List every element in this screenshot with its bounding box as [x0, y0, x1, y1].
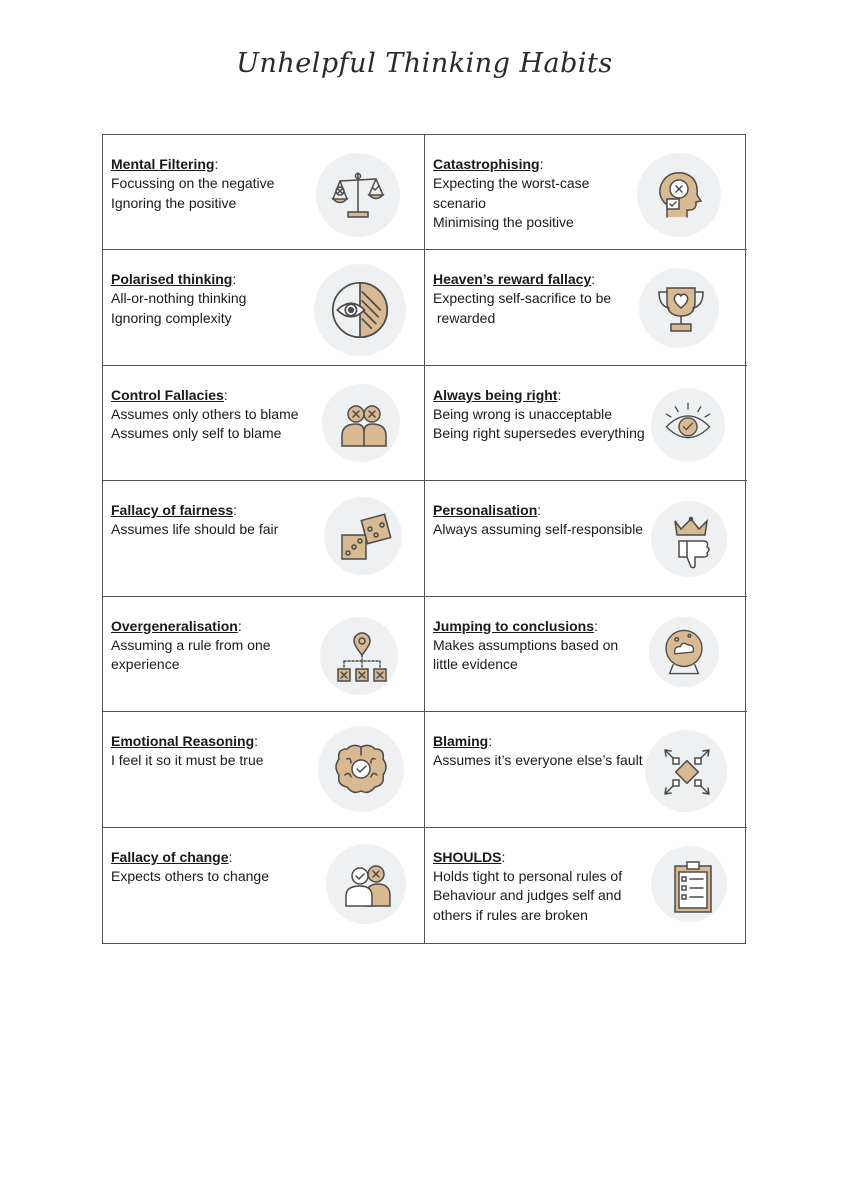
habit-description: rewarded [433, 309, 496, 326]
head-worry-icon [637, 153, 721, 237]
habit-description: I feel it so it must be true [111, 752, 264, 769]
habit-name: Catastrophising [433, 156, 540, 172]
habit-name: Overgeneralisation [111, 617, 238, 634]
habit-description: Focussing on the negative [111, 175, 275, 191]
habit-description: Ignoring complexity [111, 309, 232, 326]
crown-thumbs-down-icon [651, 501, 727, 577]
habit-description: experience [111, 656, 180, 673]
habit-description: Makes assumptions based on [433, 636, 619, 653]
scales-icon [316, 153, 400, 237]
habit-cell: Heaven’s reward fallacy: Expecting self-sacrifice to be rewarded [425, 250, 747, 365]
habit-description: Expects others to change [111, 867, 269, 884]
habit-description: All-or-nothing thinking [111, 290, 247, 307]
habit-description: little evidence [433, 656, 518, 673]
split-eye-icon [314, 264, 406, 356]
habit-name: Blaming [433, 733, 489, 750]
habit-description: Expecting the worst-case [433, 175, 590, 191]
habit-cell: Fallacy of change: Expects others to change [103, 828, 425, 943]
habit-cell: Blaming: Assumes it’s everyone else’s fault [425, 712, 747, 827]
habit-description: Assumes life should be fair [111, 521, 279, 538]
habit-description: Assumes only others to blame [111, 405, 299, 422]
two-people-icon [322, 384, 400, 462]
habit-description: Behaviour and judges self and [433, 887, 622, 904]
habit-description: Being wrong is unacceptable [433, 405, 613, 422]
brain-check-icon [318, 726, 404, 812]
page-title: Unhelpful Thinking Habits [236, 48, 613, 79]
habit-name: Fallacy of fairness [111, 502, 234, 519]
habit-name: Heaven’s reward fallacy [433, 271, 592, 288]
habits-table [102, 134, 746, 944]
pin-boxes-icon [320, 617, 398, 695]
habit-name: SHOULDS [433, 848, 502, 865]
habit-cell: Control Fallacies: Assumes only others to blame Assumes only self to blame [103, 366, 425, 481]
habit-description: scenario [433, 194, 486, 211]
habit-name: Polarised thinking [111, 271, 233, 288]
habit-cell: SHOULDS: Holds tight to personal rules of Behaviour and judges self and others if rules are broken [425, 828, 747, 943]
people-check-icon [326, 844, 406, 924]
habit-cell: Emotional Reasoning: I feel it so it must be true [103, 712, 425, 827]
habit-cell: Overgeneralisation: Assuming a rule from one experience [103, 597, 425, 712]
habit-description: Always assuming self-responsible [433, 521, 644, 538]
clipboard-list-icon [651, 846, 727, 922]
habit-name: Personalisation [433, 502, 538, 519]
crystal-ball-icon [649, 617, 719, 687]
habit-cell: Polarised thinking: All-or-nothing thinking Ignoring complexity [103, 250, 425, 365]
habit-description: Minimising the positive [433, 214, 574, 230]
habit-name: Control Fallacies [111, 386, 224, 403]
habit-cell: Jumping to conclusions: Makes assumptions based on little evidence [425, 597, 747, 712]
habit-description: others if rules are broken [433, 906, 588, 923]
trophy-heart-icon [639, 268, 719, 348]
dice-icon [324, 497, 402, 575]
habit-cell: Personalisation: Always assuming self-responsible [425, 481, 747, 596]
habit-description: Assumes it’s everyone else’s fault [433, 752, 643, 769]
pointing-hands-icon [645, 730, 727, 812]
habit-name: Jumping to conclusions [433, 617, 595, 634]
eye-check-icon [651, 388, 725, 462]
habit-description: Holds tight to personal rules of [433, 867, 623, 884]
habit-description: Assuming a rule from one [111, 636, 271, 653]
habit-description: Ignoring the positive [111, 194, 237, 211]
habit-description: Being right supersedes everything [433, 425, 645, 442]
habit-cell: Always being right: Being wrong is unacceptable Being right supersedes everything [425, 366, 747, 481]
habit-description: Expecting self-sacrifice to be [433, 290, 612, 307]
habit-description: Assumes only self to blame [111, 425, 282, 442]
habit-cell: Fallacy of fairness: Assumes life should be fair [103, 481, 425, 596]
habit-name: Mental Filtering [111, 156, 215, 172]
habit-name: Emotional Reasoning [111, 733, 255, 750]
habit-cell: Catastrophising: Expecting the worst-case scenario Minimising the positive [425, 135, 747, 250]
habit-name: Fallacy of change [111, 848, 229, 865]
habit-cell: Mental Filtering: Focussing on the negative Ignoring the positive [103, 135, 425, 250]
habit-name: Always being right [433, 386, 558, 403]
